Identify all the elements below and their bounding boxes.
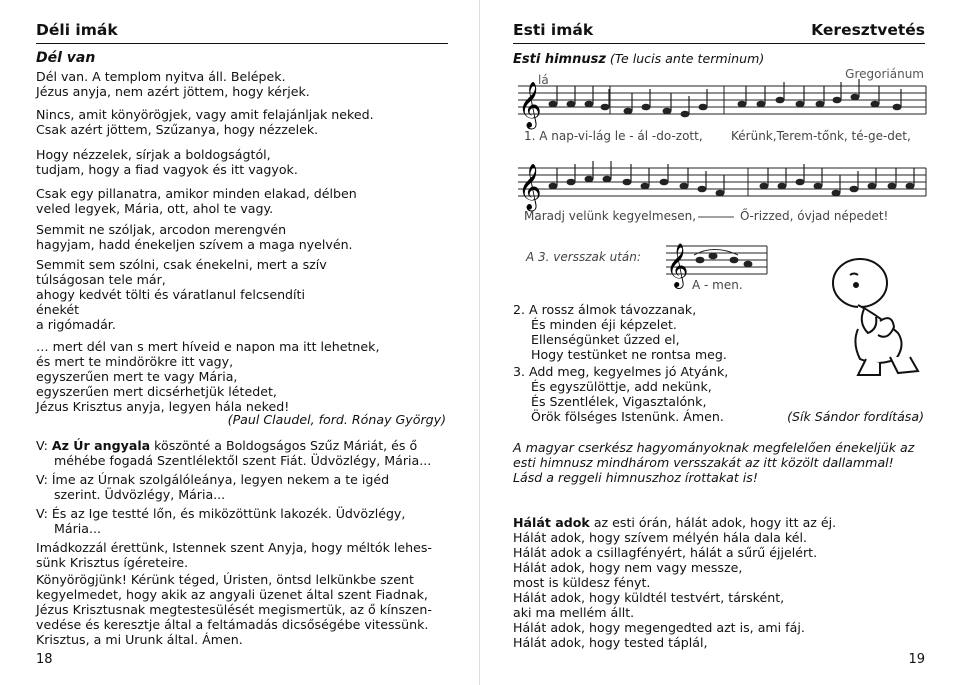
lyrics-line-2-right: Ő-rizzed, óvjad népedet!	[740, 209, 889, 223]
prayer-line: Hálát adok, hogy megengedted azt is, ami fáj.	[513, 620, 805, 635]
treble-clef-icon: 𝄞	[666, 243, 689, 287]
staff-2-notes	[549, 176, 915, 197]
poem-line: túlságosan tele már,	[36, 272, 166, 287]
poem-line: hagyjam, hadd énekeljen szívem a maga nyelvén.	[36, 237, 353, 252]
poem-line: énekét	[36, 302, 80, 317]
versicle-1	[36, 438, 431, 468]
poem-line: Semmit sem szólni, csak énekelni, mert a szív	[36, 257, 327, 272]
versicle-text: méhébe fogadá Szentlélektől szent Fiát. Üdvözlégy, Mária...	[54, 453, 432, 468]
prayer-line: Hálát adok, hogy tested táplál,	[513, 635, 708, 650]
prayer-line: sünk Krisztus ígéreteire.	[36, 555, 189, 570]
lyrics-line-1-right: Kérünk,Terem-tőnk, té-ge-det,	[731, 129, 911, 143]
hymn-title: Esti himnusz	[513, 52, 606, 67]
prayer-line: Krisztus, a mi Urunk által. Ámen.	[36, 632, 243, 647]
thanksgiving-title: Hálát adok	[513, 515, 590, 530]
lyrics-line-1-left: 1. A nap-vi-lág le - ál -do-zott,	[524, 129, 703, 143]
poem-stanza-4	[36, 186, 357, 216]
note-line: A magyar cserkész hagyományoknak megfelelően énekeljük az	[513, 440, 915, 455]
versicle-2	[36, 472, 389, 502]
page-number-left: 18	[36, 652, 53, 667]
prayer-line: Könyörögjünk! Kérünk téged, Úristen, öntsd lelkünkbe szent	[36, 572, 414, 587]
note-line: Lásd a reggeli himnuszhoz írottakat is!	[513, 470, 758, 485]
versicle-text: V: És az Ige testté lőn, és miközöttünk lakozék. Üdvözlégy,	[36, 506, 406, 521]
treble-clef-icon: 𝄞	[518, 82, 542, 128]
staff-1	[518, 86, 926, 114]
prayer-line: Imádkozzál érettünk, Istennek szent Anyja, hogy méltók lehes-	[36, 540, 432, 555]
verse-line: És Szentlélek, Vigasztalónk,	[531, 394, 707, 409]
poem-line: Jézus anyja, nem azért jöttem, hogy kérjek.	[36, 84, 310, 99]
hymn-subtitle: (Te lucis ante terminum)	[605, 51, 765, 66]
poem-line: … mert dél van s mert híveid e napon ma itt lehetnek,	[36, 339, 380, 354]
amen-lyrics: A - men.	[692, 278, 743, 292]
right-page	[480, 0, 959, 685]
closing-prayer-1	[36, 540, 432, 570]
verse-line: És minden éji képzelet.	[531, 317, 677, 332]
left-page	[0, 0, 478, 685]
prayer-line: vedése és keresztje által a feltámadás dicsőségébe vitessünk.	[36, 617, 429, 632]
poem-line: Nincs, amit könyörögjek, vagy amit felajánljak neked.	[36, 107, 374, 122]
note-line: esti himnusz mindhárom versszakát az itt közölt dallammal!	[513, 455, 894, 470]
poem-line: egyszerűen mert dicsérhetjük létedet,	[36, 384, 277, 399]
poem-line: Hogy nézzelek, sírjak a boldogságtól,	[36, 147, 271, 162]
verse-line: 2. A rossz álmok távozzanak,	[513, 302, 697, 317]
versicle-text: Mária...	[54, 521, 101, 536]
prayer-line: kegyelmedet, hogy akik az angyali üzenet által szent Fiadnak,	[36, 587, 428, 602]
closing-prayer-2	[36, 572, 432, 647]
verse-line: Hogy testünket ne rontsa meg.	[531, 347, 727, 362]
after-verse-3-label: A 3. versszak után:	[526, 250, 641, 264]
prayer-line: Hálát adok, hogy szívem mélyén hála dala kél.	[513, 530, 807, 545]
versicle-text: V: Íme az Úrnak szolgálóleánya, legyen nekem a te igéd	[36, 472, 390, 487]
poem-stanza-3	[36, 147, 298, 177]
poem-line: veled legyek, Mária, ott, ahol te vagy.	[36, 201, 274, 216]
hymn-verse-2	[513, 302, 727, 362]
start-syllable: lá	[538, 73, 549, 87]
angelus-title: Az Úr angyala	[51, 438, 151, 453]
right-header-rule	[513, 43, 925, 44]
poem-line: egyszerűen mert te vagy Mária,	[36, 369, 238, 384]
poem-line: Semmit ne szóljak, arcodon merengvén	[36, 222, 287, 237]
verse-line: Örök fölséges Istenünk. Ámen.	[531, 409, 724, 424]
versicle-prefix: V:	[36, 438, 52, 453]
verse-line: És egyszülöttje, add nekünk,	[531, 379, 712, 394]
poem-line: Dél van. A templom nyitva áll. Belépek.	[36, 69, 286, 84]
poem-line: tudjam, hogy a fiad vagyok és itt vagyok.	[36, 162, 298, 177]
versicle-text: köszönté a Boldogságos Szűz Máriát, és ő	[150, 438, 418, 453]
thinking-boy-illustration	[820, 255, 925, 380]
prayer-line: aki ma mellém állt.	[513, 605, 635, 620]
verse-line: 3. Add meg, kegyelmes jó Atyánk,	[513, 364, 729, 379]
prayer-line: most is küldesz fényt.	[513, 575, 651, 590]
treble-clef-icon: 𝄞	[518, 164, 542, 210]
left-running-header: Déli imák	[36, 21, 118, 39]
prayer-line: Hálát adok, hogy küldtél testvért, társként,	[513, 590, 785, 605]
section-header: Keresztvetés	[811, 21, 925, 39]
prayer-line: Hálát adok a csillagfényért, hálát a sűrű éjjelért.	[513, 545, 818, 560]
poem-line: ahogy kedvét tölti és váratlanul felcsendíti	[36, 287, 305, 302]
scout-note	[513, 440, 914, 485]
lyrics-line-2-left: Maradj velünk kegyelmesen,	[524, 209, 697, 223]
versicle-text: szerint. Üdvözlégy, Mária...	[54, 487, 226, 502]
poem-stanza-1	[36, 69, 310, 99]
poem-stanza-5	[36, 222, 353, 252]
poem-line: Csak azért jöttem, Szűzanya, hogy nézzelek.	[36, 122, 319, 137]
poem-line: és mert te mindörökre itt vagy,	[36, 354, 234, 369]
left-header-rule	[36, 43, 448, 44]
poem-line: Csak egy pillanatra, amikor minden elakad, délben	[36, 186, 357, 201]
verse-line: Ellenségünket űzzed el,	[531, 332, 680, 347]
right-running-header: Esti imák	[513, 21, 594, 39]
translator-credit: (Sík Sándor fordítása)	[787, 409, 924, 424]
poem-line: Jézus Krisztus anyja, legyen hála neked!	[36, 399, 290, 414]
poem-stanza-6	[36, 257, 327, 332]
prayer-line: az esti órán, hálát adok, hogy itt az éj.	[589, 515, 837, 530]
prayer-title: Dél van	[36, 50, 96, 66]
poem-attribution: (Paul Claudel, ford. Rónay György)	[227, 412, 446, 427]
poem-line: a rigómadár.	[36, 317, 116, 332]
prayer-line: Hálát adok, hogy nem vagy messze,	[513, 560, 743, 575]
prayer-line: Jézus Krisztusnak megtestesülését megismertük, az ő kínszen-	[36, 602, 432, 617]
gregorian-label: Gregoriánum	[845, 67, 924, 81]
versicle-3	[36, 506, 405, 536]
thanksgiving-prayer	[513, 515, 836, 650]
page-number-right: 19	[908, 652, 925, 667]
poem-stanza-2	[36, 107, 374, 137]
poem-stanza-7	[36, 339, 379, 414]
